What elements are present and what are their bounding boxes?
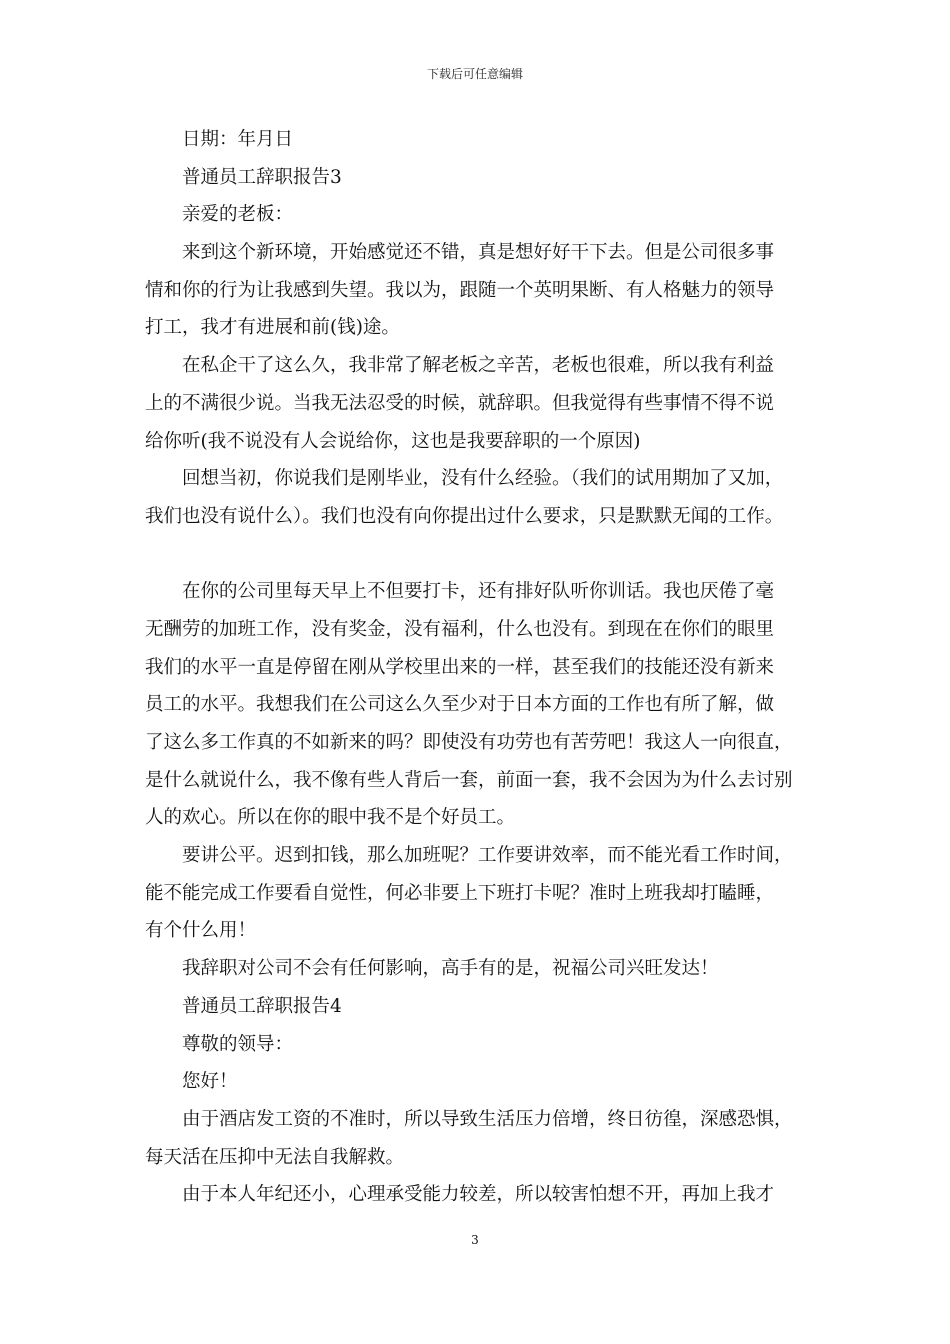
paragraph-line: 由于酒店发工资的不准时，所以导致生活压力倍增，终日彷徨，深感恐惧， xyxy=(182,1108,793,1130)
paragraph-line: 我们也没有说什么）。我们也没有向你提出过什么要求，只是默默无闻的工作。 xyxy=(145,505,784,527)
paragraph-line: 无酬劳的加班工作，没有奖金，没有福利，什么也没有。到现在在你们的眼里 xyxy=(145,618,775,640)
paragraph-line: 要讲公平。迟到扣钱，那么加班呢？工作要讲效率，而不能光看工作时间， xyxy=(182,845,793,867)
paragraph-line: 来到这个新环境，开始感觉还不错，真是想好好干下去。但是公司很多事 xyxy=(182,242,775,264)
page-header: 下载后可任意编辑 xyxy=(426,67,523,81)
paragraph-line: 人的欢心。所以在你的眼中我不是个好员工。 xyxy=(145,807,516,829)
salutation: 亲爱的老板： xyxy=(182,204,294,226)
paragraph-line: 了这么多工作真的不如新来的吗？即使没有功劳也有苦劳吧！我这人一向很直， xyxy=(145,732,793,753)
paragraph-line: 我辞职对公司不会有任何影响，高手有的是，祝福公司兴旺发达！ xyxy=(182,958,719,980)
paragraph-line: 情和你的行为让我感到失望。我以为，跟随一个英明果断、有人格魅力的领导 xyxy=(145,279,775,301)
paragraph-line: 给你听(我不说没有人会说给你，这也是我要辞职的一个原因) xyxy=(145,430,641,452)
paragraph-line: 回想当初，你说我们是刚毕业，没有什么经验。（我们的试用期加了又加， xyxy=(182,468,784,490)
paragraph-line: 由于本人年纪还小，心理承受能力较差，所以较害怕想不开，再加上我才 xyxy=(182,1184,775,1206)
paragraph-line: 上的不满很少说。当我无法忍受的时候，就辞职。但我觉得有些事情不得不说 xyxy=(145,392,775,414)
paragraph-line: 员工的水平。我想我们在公司这么久至少对于日本方面的工作也有所了解，做 xyxy=(145,694,775,716)
section-title: 普通员工辞职报告3 xyxy=(182,166,342,188)
salutation: 尊敬的领导： xyxy=(182,1033,294,1055)
paragraph-line: 在你的公司里每天早上不但要打卡，还有排好队听你训话。我也厌倦了毫 xyxy=(182,581,775,603)
date-line: 日期：年月日 xyxy=(182,129,294,150)
paragraph-line: 是什么就说什么，我不像有些人背后一套，前面一套，我不会因为为什么去讨别 xyxy=(145,769,793,791)
greeting: 您好！ xyxy=(182,1071,238,1093)
paragraph-line: 打工，我才有进展和前(钱)途。 xyxy=(145,317,400,339)
paragraph-line: 我们的水平一直是停留在刚从学校里出来的一样，甚至我们的技能还没有新来 xyxy=(145,656,775,678)
paragraph-line: 在私企干了这么久，我非常了解老板之辛苦，老板也很难，所以我有利益 xyxy=(182,355,775,377)
section-title: 普通员工辞职报告4 xyxy=(182,995,342,1017)
paragraph-line: 能不能完成工作要看自觉性，何必非要上下班打卡呢？准时上班我却打瞌睡， xyxy=(145,882,775,904)
page-number: 3 xyxy=(471,1233,479,1247)
paragraph-gap xyxy=(145,536,813,574)
document-body xyxy=(145,121,813,1214)
paragraph-line: 有个什么用！ xyxy=(145,920,257,942)
paragraph-line: 每天活在压抑中无法自我解救。 xyxy=(145,1146,405,1168)
